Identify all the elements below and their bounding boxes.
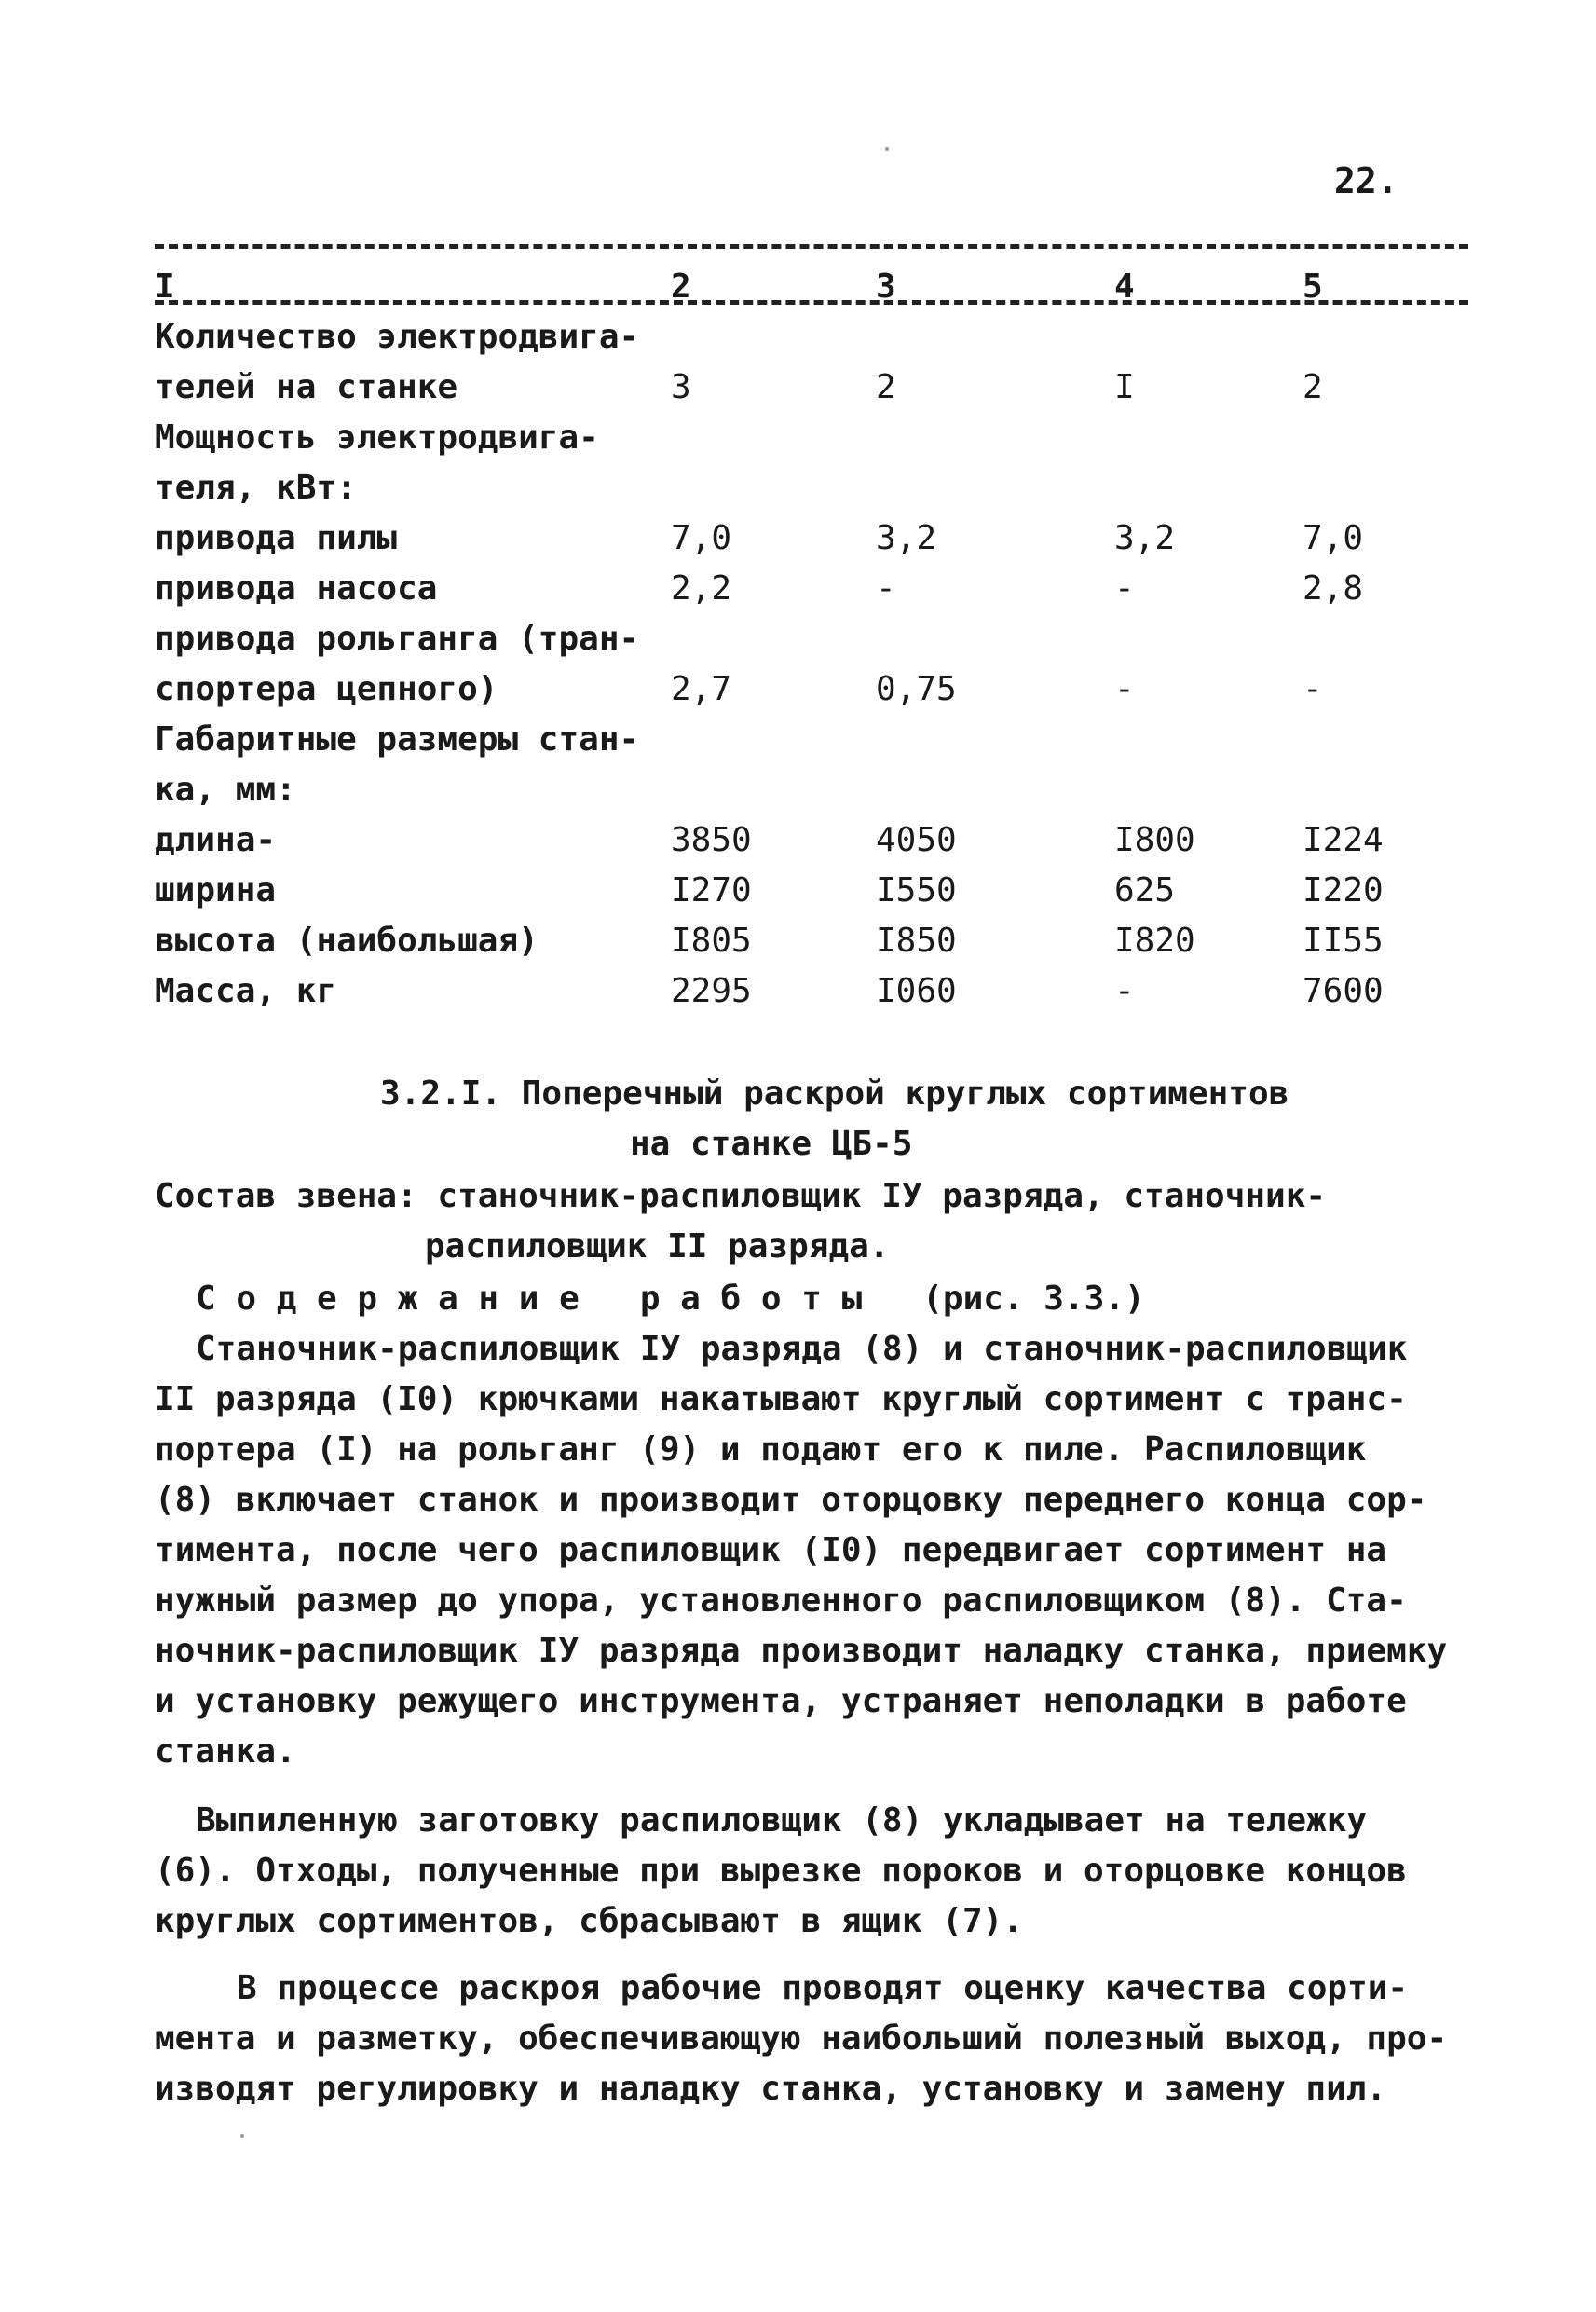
table-row-label: ка, мм: — [155, 771, 296, 809]
scan-speck — [885, 147, 889, 151]
crew-composition-continued: распиловщик II разряда. — [425, 1227, 890, 1265]
table-row-label: спортера цепного) — [155, 670, 498, 708]
page-number: 22. — [1334, 160, 1398, 201]
paragraph-line: ночник-распиловщик IУ разряда производит наладку станка, приемку — [155, 1632, 1448, 1670]
table-cell: I850 — [876, 922, 957, 960]
paragraph-line: В процессе раскроя рабочие проводят оценку качества сорти- — [237, 1969, 1409, 2007]
table-row-label: высота (наибольшая) — [155, 922, 539, 960]
table-top-rule — [155, 244, 1468, 249]
table-cell: 3,2 — [1114, 519, 1176, 557]
table-cell: 3850 — [671, 821, 752, 859]
table-cell: 7,0 — [1303, 519, 1364, 557]
crew-composition: Состав звена: станочник-распиловщик IУ разряда, станочник- — [155, 1177, 1327, 1215]
section-title-continued: на станке ЦБ-5 — [630, 1125, 913, 1163]
table-cell: - — [1114, 670, 1135, 708]
table-row-label: привода насоса — [155, 569, 438, 608]
table-cell: 2 — [876, 368, 896, 406]
table-cell: 3 — [671, 368, 691, 406]
table-cell: 3,2 — [876, 519, 937, 557]
content-heading: С о д е р ж а н и е р а б о т ы (рис. 3.3.) — [196, 1279, 1145, 1318]
paragraph-line: нужный размер до упора, установленного распиловщиком (8). Ста- — [155, 1581, 1407, 1620]
table-cell: 625 — [1114, 871, 1176, 910]
table-cell: I — [1114, 368, 1135, 406]
table-cell: - — [876, 569, 896, 608]
table-cell: I270 — [671, 871, 752, 910]
table-row-label: Мощность электродвига- — [155, 418, 599, 457]
paragraph-line: изводят регулировку и наладку станка, установку и замену пил. — [155, 2070, 1387, 2108]
table-row-label: ширина — [155, 871, 277, 910]
paragraph-line: портера (I) на рольганг (9) и подают его к пиле. Распиловщик — [155, 1430, 1367, 1469]
table-header-col-5: 5 — [1303, 267, 1323, 306]
paragraph-line: (8) включает станок и производит оторцовку переднего конца сор- — [155, 1481, 1427, 1519]
table-cell: 7,0 — [671, 519, 732, 557]
table-cell: 2,2 — [671, 569, 732, 608]
table-cell: - — [1114, 972, 1135, 1010]
table-cell: I550 — [876, 871, 957, 910]
table-row-label: телей на станке — [155, 368, 458, 406]
table-cell: I800 — [1114, 821, 1195, 859]
table-cell: I060 — [876, 972, 957, 1010]
table-cell: 2,7 — [671, 670, 732, 708]
table-cell: 7600 — [1303, 972, 1384, 1010]
table-cell: 2,8 — [1303, 569, 1364, 608]
table-cell: - — [1114, 569, 1135, 608]
paragraph-line: и установку режущего инструмента, устраняет неполадки в работе — [155, 1682, 1407, 1720]
table-cell: 2 — [1303, 368, 1323, 406]
table-cell: 4050 — [876, 821, 957, 859]
table-row-label: длина- — [155, 821, 277, 859]
table-cell: I220 — [1303, 871, 1384, 910]
table-cell: 0,75 — [876, 670, 957, 708]
scan-speck — [240, 2134, 244, 2138]
table-row-label: теля, кВт: — [155, 469, 357, 507]
paragraph-line: мента и разметку, обеспечивающую наибольший полезный выход, про- — [155, 2019, 1448, 2058]
table-cell: 2295 — [671, 972, 752, 1010]
table-cell: II55 — [1303, 922, 1384, 960]
table-header-col-4: 4 — [1114, 267, 1135, 306]
paragraph-line: Станочник-распиловщик IУ разряда (8) и станочник-распиловщик — [196, 1330, 1408, 1368]
table-row-label: привода рольганга (тран- — [155, 620, 640, 658]
table-row-label: Габаритные размеры стан- — [155, 720, 640, 759]
paragraph-line: станка. — [155, 1732, 296, 1771]
table-header-col-2: 2 — [671, 267, 691, 306]
table-cell: - — [1303, 670, 1323, 708]
table-cell: I224 — [1303, 821, 1384, 859]
table-header-rule — [155, 300, 1468, 305]
table-header-col-1: I — [155, 267, 175, 306]
table-cell: I820 — [1114, 922, 1195, 960]
paragraph-line: круглых сортиментов, сбрасывают в ящик (7). — [155, 1902, 1023, 1940]
table-row-label: привода пилы — [155, 519, 398, 557]
table-header-col-3: 3 — [876, 267, 896, 306]
table-row-label: Масса, кг — [155, 972, 337, 1010]
paragraph-line: Выпиленную заготовку распиловщик (8) укладывает на тележку — [196, 1801, 1368, 1840]
section-title: 3.2.I. Поперечный раскрой круглых сортиментов — [380, 1074, 1289, 1113]
paragraph-line: (6). Отходы, полученные при вырезке пороков и оторцовке концов — [155, 1852, 1407, 1890]
table-row-label: Количество электродвига- — [155, 318, 640, 356]
paragraph-line: II разряда (I0) крючками накатывают круглый сортимент с транс- — [155, 1380, 1407, 1418]
paragraph-line: тимента, после чего распиловщик (I0) передвигает сортимент на — [155, 1531, 1387, 1569]
table-cell: I805 — [671, 922, 752, 960]
